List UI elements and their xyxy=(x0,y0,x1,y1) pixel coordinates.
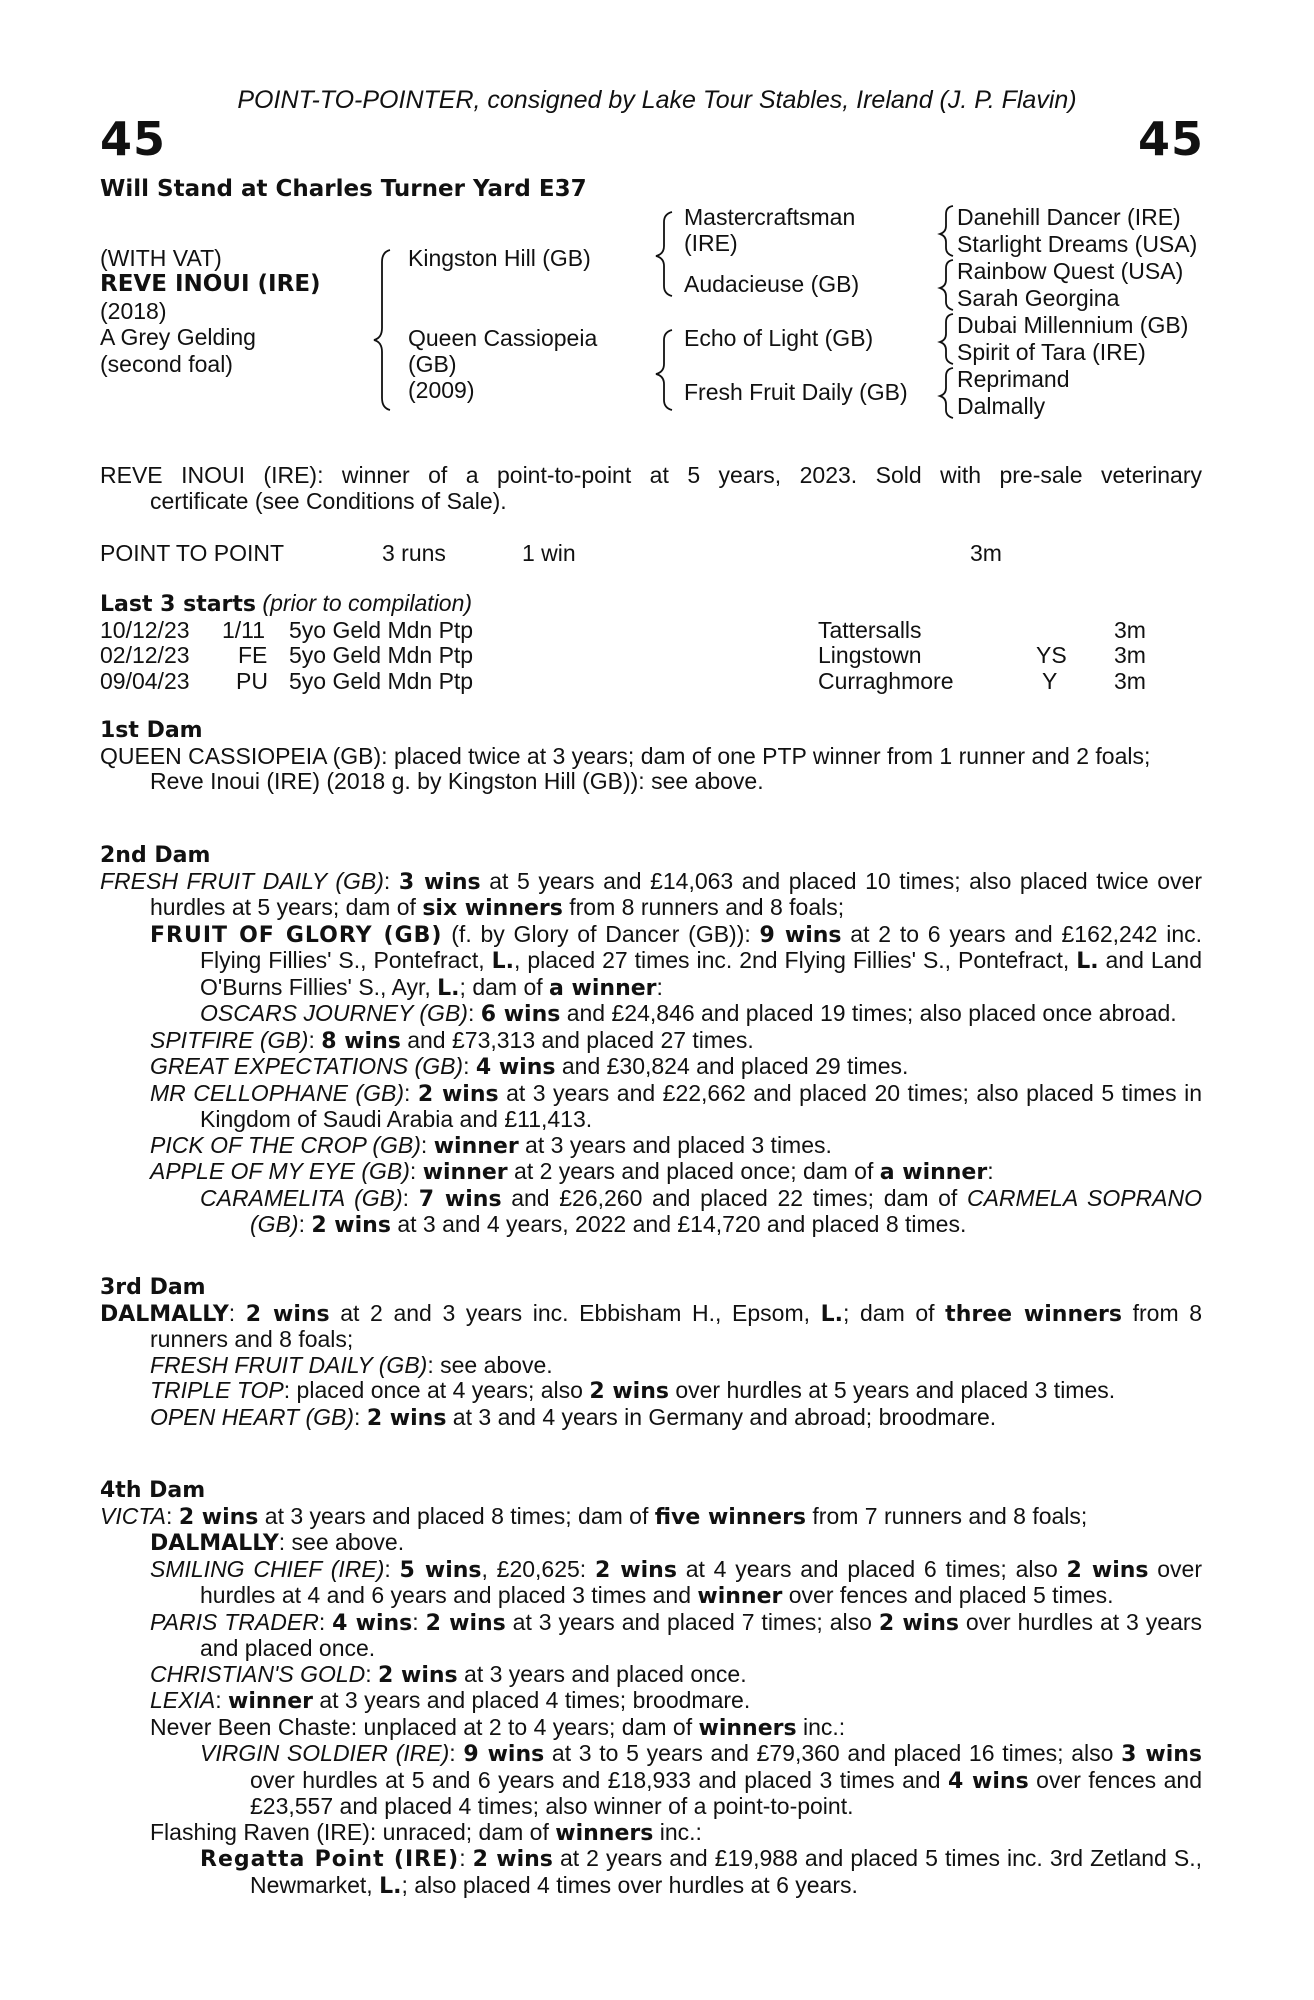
produce-lexia: LEXIA: winner at 3 years and placed 4 times; broodmare. xyxy=(150,1687,751,1714)
produce-christians-gold: CHRISTIAN'S GOLD: 2 wins at 3 years and placed once. xyxy=(150,1660,747,1688)
start-distance: 3m xyxy=(1114,616,1146,643)
first-dam-section xyxy=(100,718,1202,795)
last-starts-note: (prior to compilation) xyxy=(262,590,473,616)
pedigree-ssd: Starlight Dreams (USA) xyxy=(957,231,1198,257)
pedigree-dam-line2: (GB) xyxy=(408,351,457,377)
record-runs: 3 runs xyxy=(382,540,446,566)
start-course: Tattersalls xyxy=(818,616,922,643)
vat-note: (WITH VAT) xyxy=(100,245,222,271)
fourth-dam-section xyxy=(100,1478,1202,1899)
start-position: PU xyxy=(236,667,268,694)
produce-flashing-raven: Flashing Raven (IRE): unraced; dam of winners inc.: xyxy=(150,1818,702,1846)
consignment-line: POINT-TO-POINTER, consigned by Lake Tour Stables, Ireland (J. P. Flavin) xyxy=(237,86,1077,114)
pedigree-dam-dam: Fresh Fruit Daily (GB) xyxy=(684,379,908,405)
third-dam-section xyxy=(100,1275,1202,1431)
lot-number-left: 45 xyxy=(100,112,167,166)
second-dam-heading: 2nd Dam xyxy=(100,843,211,868)
pedigree-dss: Dubai Millennium (GB) xyxy=(957,312,1189,338)
start-going: Y xyxy=(1042,667,1058,694)
produce-virgin-soldier: VIRGIN SOLDIER (IRE): 9 wins at 3 to 5 years and £79,360 and placed 16 times; also 3 wins over hurdles at 5 and 6 years and £18,933 and placed 3 times and 4 wins over fences and £23,557 and placed 4 times; also winner of a point-to-point. xyxy=(200,1740,1202,1819)
produce-great-expectations: GREAT EXPECTATIONS (GB): 4 wins and £30,824 and placed 29 times. xyxy=(150,1053,909,1080)
pedigree-dsd: Spirit of Tara (IRE) xyxy=(957,339,1146,365)
pedigree-dam-line1: Queen Cassiopeia xyxy=(408,325,598,351)
produce-triple-top: TRIPLE TOP: placed once at 4 years; also 2 wins over hurdles at 5 years and placed 3 times. xyxy=(150,1377,1116,1404)
start-date: 02/12/23 xyxy=(100,642,190,668)
produce-apple-of-my-eye: APPLE OF MY EYE (GB): winner at 2 years and placed once; dam of a winner: xyxy=(150,1158,994,1185)
start-row xyxy=(100,643,1202,669)
third-dam-heading: 3rd Dam xyxy=(100,1275,206,1300)
second-dam-text: FRESH FRUIT DAILY (GB): 3 wins at 5 years and £14,063 and placed 10 times; also placed twice over hurdles at 5 years; dam of six winners from 8 runners and 8 foals; xyxy=(100,867,1202,921)
second-dam-section xyxy=(100,843,1202,1239)
produce-fruit-of-glory: FRUIT OF GLORY (GB) (f. by Glory of Dancer (GB)): 9 wins at 2 to 6 years and £162,242 inc. Flying Fillies' S., Pontefract, L., placed 27 times inc. 2nd Flying Fillies' S., Pontefract, L. and Land O'Burns Fillies' S., Ayr, L.; dam of a winner: xyxy=(150,920,1203,1001)
start-course: Lingstown xyxy=(818,642,922,668)
stand-location: Will Stand at Charles Turner Yard E37 xyxy=(100,176,587,202)
start-distance: 3m xyxy=(1114,642,1146,668)
third-dam-text: DALMALLY: 2 wins at 2 and 3 years inc. Ebbisham H., Epsom, L.; dam of three winners from 8 runners and 8 foals; xyxy=(100,1299,1203,1352)
produce-open-heart: OPEN HEART (GB): 2 wins at 3 and 4 years in Germany and abroad; broodmare. xyxy=(150,1403,997,1431)
pedigree-sire-sire-line2: (IRE) xyxy=(684,230,738,256)
record-wins: 1 win xyxy=(522,540,576,566)
summary-line1: REVE INOUI (IRE): winner of a point-to-point at 5 years, 2023. Sold with pre-sale veterinary xyxy=(100,462,1202,488)
produce-mr-cellophane: MR CELLOPHANE (GB): 2 wins at 3 years and £22,662 and placed 20 times; also placed 5 times in Kingdom of Saudi Arabia and £11,413. xyxy=(150,1079,1202,1132)
start-race: 5yo Geld Mdn Ptp xyxy=(289,642,474,668)
pedigree-dam-line3: (2009) xyxy=(408,377,475,403)
start-going: YS xyxy=(1036,642,1067,668)
summary-line2: certificate (see Conditions of Sale). xyxy=(150,487,507,514)
summary xyxy=(100,463,1202,514)
horse-year: (2018) xyxy=(100,298,167,324)
last-starts xyxy=(100,591,1202,694)
horse-name: REVE INOUI (IRE) xyxy=(100,271,321,297)
start-row xyxy=(100,669,1202,695)
start-race: 5yo Geld Mdn Ptp xyxy=(289,667,474,694)
pedigree-sdd: Sarah Georgina xyxy=(957,285,1120,311)
start-position: 1/11 xyxy=(222,616,266,643)
pedigree-sire-sire-line1: Mastercraftsman xyxy=(684,204,856,230)
pedigree-sss: Danehill Dancer (IRE) xyxy=(957,204,1181,230)
pedigree-dds: Reprimand xyxy=(957,366,1070,392)
produce-fresh-fruit-daily: FRESH FRUIT DAILY (GB): see above. xyxy=(150,1351,553,1378)
first-dam-heading: 1st Dam xyxy=(100,718,203,743)
last-starts-table xyxy=(100,618,1202,695)
last-starts-title: Last 3 starts xyxy=(100,592,257,617)
first-dam-produce: Reve Inoui (IRE) (2018 g. by Kingston Hill (GB)): see above. xyxy=(150,768,764,794)
produce-caramelita: CARAMELITA (GB): 7 wins and £26,260 and placed 22 times; dam of CARMELA SOPRANO (GB): 2 wins at 3 and 4 years, 2022 and £14,720 and placed 8 times. xyxy=(200,1184,1203,1238)
foal-note: (second foal) xyxy=(100,351,233,377)
produce-regatta-point: Regatta Point (IRE): 2 wins at 2 years and £19,988 and placed 5 times inc. 3rd Zetland S., Newmarket, L.; also placed 4 times over hurdles at 6 years. xyxy=(200,1845,1202,1899)
start-race: 5yo Geld Mdn Ptp xyxy=(289,616,474,643)
lot-number-right: 45 xyxy=(1137,112,1204,166)
fourth-dam-heading: 4th Dam xyxy=(100,1478,206,1503)
start-date: 10/12/23 xyxy=(100,616,190,643)
first-dam-text: QUEEN CASSIOPEIA (GB): placed twice at 3 years; dam of one PTP winner from 1 runner and 2 foals; xyxy=(100,742,1151,769)
start-position: FE xyxy=(238,642,268,668)
start-date: 09/04/23 xyxy=(100,667,190,694)
start-row xyxy=(100,618,1202,644)
record-distance: 3m xyxy=(970,540,1002,566)
produce-dalmally: DALMALLY: see above. xyxy=(150,1529,405,1556)
produce-oscars-journey: OSCARS JOURNEY (GB): 6 wins and £24,846 and placed 19 times; also placed once abroad. xyxy=(200,1000,1177,1027)
pedigree-sire: Kingston Hill (GB) xyxy=(408,245,591,271)
produce-pick-of-the-crop: PICK OF THE CROP (GB): winner at 3 years and placed 3 times. xyxy=(150,1131,832,1159)
produce-never-been-chaste: Never Been Chaste: unplaced at 2 to 4 years; dam of winners inc.: xyxy=(150,1713,846,1741)
produce-smiling-chief: SMILING CHIEF (IRE): 5 wins, £20,625: 2 wins at 4 years and placed 6 times; also 2 wins over hurdles at 4 and 6 years and placed 3 times and winner over fences and placed 5 times. xyxy=(150,1555,1203,1609)
pedigree-dam-sire: Echo of Light (GB) xyxy=(684,325,874,351)
produce-spitfire: SPITFIRE (GB): 8 wins and £73,313 and placed 27 times. xyxy=(150,1026,754,1054)
produce-paris-trader: PARIS TRADER: 4 wins: 2 wins at 3 years and placed 7 times; also 2 wins over hurdles at 3 years and placed once. xyxy=(150,1608,1203,1661)
horse-description: A Grey Gelding xyxy=(100,324,256,350)
start-course: Curraghmore xyxy=(818,667,954,694)
fourth-dam-text: VICTA: 2 wins at 3 years and placed 8 times; dam of five winners from 7 runners and 8 foals; xyxy=(100,1502,1088,1530)
pedigree-sire-dam: Audacieuse (GB) xyxy=(684,271,860,297)
record-label: POINT TO POINT xyxy=(100,540,285,566)
start-distance: 3m xyxy=(1114,667,1146,694)
pedigree-sds: Rainbow Quest (USA) xyxy=(957,258,1184,284)
pedigree-ddd: Dalmally xyxy=(957,393,1046,419)
last-starts-heading xyxy=(100,591,1202,618)
